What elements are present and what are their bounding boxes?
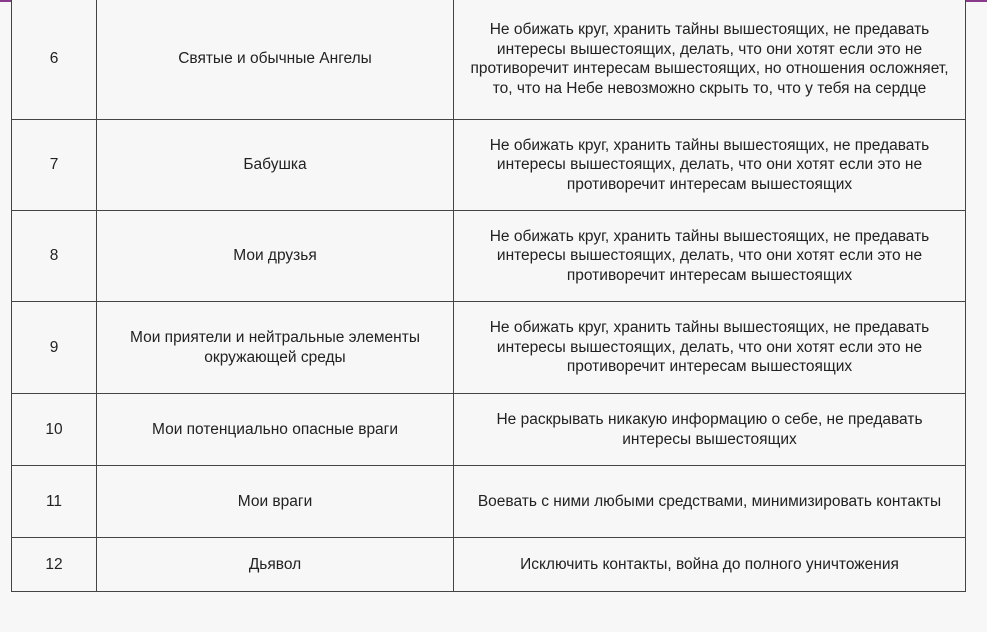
- row-rule: Не раскрывать никакую информацию о себе, не предавать интересы вышестоящих: [454, 394, 966, 466]
- row-subject: Бабушка: [97, 120, 454, 211]
- row-number: 9: [12, 302, 97, 394]
- table-row: [12, 394, 966, 466]
- table-row: [12, 538, 966, 592]
- row-rule: Не обижать круг, хранить тайны вышестоящих, не предавать интересы вышестоящих, делать, что они хотят если это не противоречит интересам вышестоящих: [454, 211, 966, 302]
- row-rule: Воевать с ними любыми средствами, минимизировать контакты: [454, 466, 966, 538]
- row-subject: Мои враги: [97, 466, 454, 538]
- row-subject: Дьявол: [97, 538, 454, 592]
- table-row: [12, 120, 966, 211]
- row-number: 8: [12, 211, 97, 302]
- row-subject: Святые и обычные Ангелы: [97, 0, 454, 120]
- table-row: [12, 466, 966, 538]
- table-row: [12, 211, 966, 302]
- row-number: 6: [12, 0, 97, 120]
- row-rule: Исключить контакты, война до полного уничтожения: [454, 538, 966, 592]
- row-rule: Не обижать круг, хранить тайны вышестоящих, не предавать интересы вышестоящих, делать, что они хотят если это не противоречит интересам вышестоящих: [454, 120, 966, 211]
- row-number: 10: [12, 394, 97, 466]
- row-subject: Мои потенциально опасные враги: [97, 394, 454, 466]
- row-subject: Мои приятели и нейтральные элементы окружающей среды: [97, 302, 454, 394]
- row-number: 11: [12, 466, 97, 538]
- row-number: 12: [12, 538, 97, 592]
- row-rule: Не обижать круг, хранить тайны вышестоящих, не предавать интересы вышестоящих, делать, что они хотят если это не противоречит интересам вышестоящих: [454, 302, 966, 394]
- table-row: [12, 302, 966, 394]
- relations-table: [11, 0, 966, 592]
- row-number: 7: [12, 120, 97, 211]
- row-subject: Мои друзья: [97, 211, 454, 302]
- row-rule: Не обижать круг, хранить тайны вышестоящих, не предавать интересы вышестоящих, делать, что они хотят если это не противоречит интересам вышестоящих, но отношения осложняет, то, что на Небе невозможно скрыть то, что у тебя на сердце: [454, 0, 966, 120]
- table-row: [12, 0, 966, 120]
